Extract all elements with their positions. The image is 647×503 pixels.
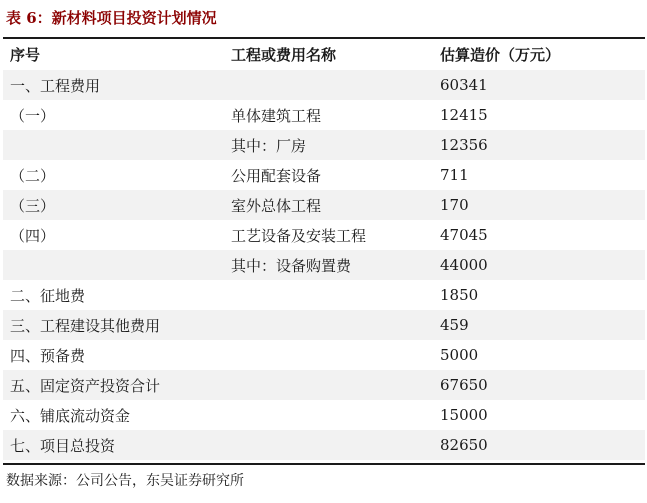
cell-cost: 12356 xyxy=(440,130,645,160)
cell-name xyxy=(231,70,440,100)
table-row xyxy=(3,220,645,250)
cell-cost: 60341 xyxy=(440,70,645,100)
table-header-row xyxy=(3,39,645,70)
cell-name: 其中：设备购置费 xyxy=(231,250,440,280)
header-cost: 估算造价（万元） xyxy=(440,46,561,64)
table-row xyxy=(3,430,645,460)
table-row xyxy=(3,160,645,190)
cell-seq: 七、项目总投资 xyxy=(3,430,231,460)
cell-name: 公用配套设备 xyxy=(231,166,322,185)
cell-name xyxy=(231,370,440,400)
table-row xyxy=(3,370,645,400)
table-row xyxy=(3,130,645,160)
table-row xyxy=(3,70,645,100)
table-caption: 表 6：新材料项目投资计划情况 xyxy=(6,9,217,27)
cell-seq: （三） xyxy=(3,190,231,220)
cell-name: 室外总体工程 xyxy=(231,190,440,220)
investment-plan-table xyxy=(3,39,645,460)
cell-cost: 82650 xyxy=(440,430,645,460)
cell-cost: 459 xyxy=(440,310,645,340)
cell-name xyxy=(231,310,440,340)
table-row xyxy=(3,190,645,220)
bottom-rule xyxy=(3,463,645,465)
cell-cost: 44000 xyxy=(440,250,645,280)
cell-seq: （二） xyxy=(10,166,56,185)
cell-seq xyxy=(3,130,231,160)
cell-cost: 170 xyxy=(440,190,645,220)
cell-seq: 六、铺底流动资金 xyxy=(10,406,131,425)
cell-cost: 12415 xyxy=(440,106,488,124)
cell-seq: 五、固定资产投资合计 xyxy=(3,370,231,400)
cell-name xyxy=(231,400,440,430)
cell-name: 工艺设备及安装工程 xyxy=(231,226,367,245)
cell-name: 单体建筑工程 xyxy=(231,106,322,125)
cell-name: 其中：厂房 xyxy=(231,130,440,160)
cell-cost: 5000 xyxy=(440,346,479,364)
cell-seq xyxy=(3,250,231,280)
cell-name xyxy=(231,280,440,310)
table-row xyxy=(3,250,645,280)
cell-cost: 711 xyxy=(440,166,469,184)
cell-seq: 二、征地费 xyxy=(10,286,86,305)
cell-seq: 一、工程费用 xyxy=(3,70,231,100)
cell-seq: 四、预备费 xyxy=(10,346,86,365)
cell-cost: 15000 xyxy=(440,406,488,424)
cell-seq: （四） xyxy=(10,226,56,245)
table-row xyxy=(3,400,645,430)
cell-name xyxy=(231,430,440,460)
header-name: 工程或费用名称 xyxy=(231,46,337,64)
cell-cost: 1850 xyxy=(440,286,479,304)
cell-cost: 47045 xyxy=(440,226,488,244)
cell-seq: （一） xyxy=(10,106,56,125)
header-seq: 序号 xyxy=(10,46,41,64)
table-row xyxy=(3,340,645,370)
cell-seq: 三、工程建设其他费用 xyxy=(3,310,231,340)
table-row xyxy=(3,100,645,130)
table-row xyxy=(3,310,645,340)
source-note: 数据来源：公司公告，东吴证券研究所 xyxy=(6,473,244,489)
cell-name xyxy=(231,340,440,370)
table-row xyxy=(3,280,645,310)
cell-cost: 67650 xyxy=(440,370,645,400)
